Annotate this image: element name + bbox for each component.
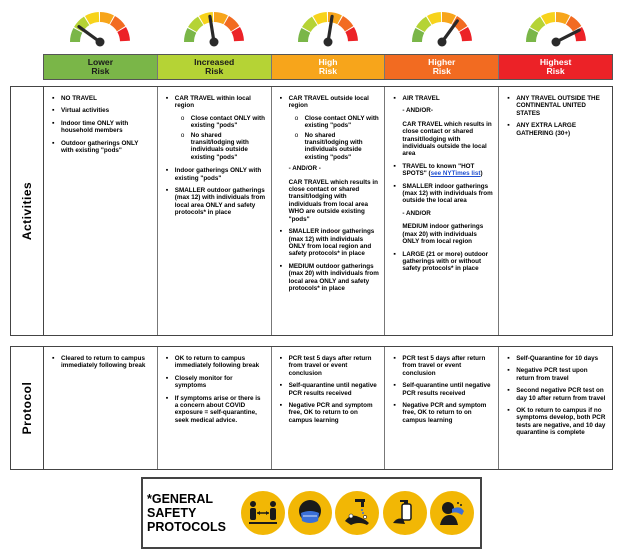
activities-lower-risk [44, 87, 158, 335]
face-mask-icon [288, 491, 332, 535]
general-safety-protocols [141, 477, 482, 549]
risk-highest: Highest Risk [499, 55, 612, 79]
list-item: ▪ Cleared to return to campus immediately following break [49, 355, 152, 370]
gauge-increased-icon [179, 4, 249, 52]
list-item: ▪ Negative PCR test upon return from travel [504, 367, 607, 382]
list-item: ▪ SMALLER indoor gatherings (max 12) with individuals from outside the local area [390, 183, 493, 205]
gauge-hub [210, 38, 219, 47]
list-item: ▪ CAR TRAVEL outside local region [277, 95, 380, 110]
and-or-separator: - AND/OR - [288, 165, 321, 173]
risk-higher: Higher Risk [385, 55, 499, 79]
list-item: ▪ Indoor time ONLY with household members [49, 120, 152, 135]
gauge-hub [324, 38, 333, 47]
protocol-label: Protocol [11, 347, 44, 469]
risk-high: High Risk [272, 55, 386, 79]
distancing-icon [241, 491, 285, 535]
list-item: ▪ ANY EXTRA LARGE GATHERING (30+) [504, 122, 607, 137]
activities-section [10, 86, 613, 336]
activities-highest-risk [499, 87, 612, 335]
protocol-lower-risk [44, 347, 158, 469]
list-item: ▪ OK to return to campus if no symptoms develop, both PCR tests are negative, and 10 day quarantine is complete [504, 407, 607, 437]
list-item: MEDIUM indoor gatherings (max 20) with individuals ONLY from local region [402, 223, 484, 246]
list-item: ▪ Closely monitor for symptoms [163, 375, 266, 390]
hand-sanitizer-icon [383, 491, 427, 535]
protocol-increased-risk [158, 347, 272, 469]
list-item: ▪ CAR TRAVEL within local region [163, 95, 266, 110]
list-item: o Close contact ONLY with existing "pods" [277, 115, 380, 130]
list-item: ▪ Second negative PCR test on day 10 after return from travel [504, 387, 607, 402]
activities-higher-risk [385, 87, 499, 335]
activities-increased-risk [158, 87, 272, 335]
list-item: ▪ PCR test 5 days after return from travel or event conclusion [277, 355, 380, 377]
list-item: ▪ Self-quarantine until negative PCR results received [277, 382, 380, 397]
gauge-hub [552, 38, 561, 47]
activities-label: Activities [11, 87, 44, 335]
list-item: ▪ OK to return to campus immediately following break [163, 355, 266, 370]
and-or-separator: - AND/OR- [402, 107, 433, 115]
list-item: ▪ TRAVEL to known "HOT SPOTS" (see NYTimes list) [390, 163, 493, 178]
nytimes-hotspots-link[interactable]: see NYTimes list [430, 170, 481, 178]
list-item: ▪ Indoor gatherings ONLY with existing "pods" [163, 167, 266, 182]
protocol-higher-risk [385, 347, 499, 469]
hand-washing-icon [335, 491, 379, 535]
list-item: o No shared transit/lodging with individuals outside existing "pods" [277, 132, 380, 162]
risk-gauges [43, 4, 613, 54]
list-item: o No shared transit/lodging with individuals outside existing "pods" [163, 132, 266, 162]
list-item: ▪ SMALLER outdoor gatherings (max 12) with individuals from local area ONLY and safety protocols* in place [163, 187, 266, 217]
gauge-hub [438, 38, 447, 47]
list-item: CAR TRAVEL which results in close contact or shared transit/lodging with individuals outside the local area [402, 120, 492, 158]
list-item: ▪ If symptoms arise or there is a concern about COVID exposure = self-quarantine, seek medical advice. [163, 395, 266, 425]
list-item: o Close contact ONLY with existing "pods" [163, 115, 266, 130]
gauge-highest-icon [521, 4, 591, 52]
protocol-high-risk [272, 347, 386, 469]
list-item: ▪ Self-Quarantine for 10 days [504, 355, 607, 362]
and-or-separator: - AND/OR [402, 209, 431, 217]
list-item: CAR TRAVEL which results in close contact or shared transit/lodging with individuals from local area WHO are outside existing "pods" [288, 178, 378, 223]
risk-increased: Increased Risk [158, 55, 272, 79]
list-item: ▪ AIR TRAVEL [390, 95, 493, 102]
list-item: ▪ Negative PCR and symptom free, OK to return to on campus learning [277, 402, 380, 424]
list-item: ▪ ANY TRAVEL OUTSIDE THE CONTINENTAL UNITED STATES [504, 95, 607, 117]
safety-title: *GENERAL SAFETY PROTOCOLS [147, 492, 226, 534]
list-item: ▪ LARGE (21 or more) outdoor gatherings with or without safety protocols* in place [390, 251, 493, 273]
protocol-highest-risk [499, 347, 612, 469]
list-item: ▪ Virtual activities [49, 107, 152, 114]
protocol-section [10, 346, 613, 470]
list-item: ▪ Outdoor gatherings ONLY with existing "pods" [49, 140, 152, 155]
gauge-hub [96, 38, 105, 47]
gauge-lower-icon [65, 4, 135, 52]
list-item: ▪ MEDIUM outdoor gatherings (max 20) with individuals from local area ONLY and safety protocols* in place [277, 263, 380, 293]
list-item: ▪ Negative PCR and symptom free, OK to return to on campus learning [390, 402, 493, 424]
risk-level-header [43, 54, 613, 80]
cover-cough-icon [430, 491, 474, 535]
gauge-high-icon [293, 4, 363, 52]
gauge-higher-icon [407, 4, 477, 52]
list-item: ▪ Self-quarantine until negative PCR results received [390, 382, 493, 397]
list-item: ▪ NO TRAVEL [49, 95, 152, 102]
activities-high-risk [272, 87, 386, 335]
list-item: ▪ SMALLER indoor gatherings (max 12) with individuals ONLY from local region and safety protocols* in place [277, 228, 380, 258]
risk-lower: Lower Risk [44, 55, 158, 79]
list-item: ▪ PCR test 5 days after return from travel or event conclusion [390, 355, 493, 377]
